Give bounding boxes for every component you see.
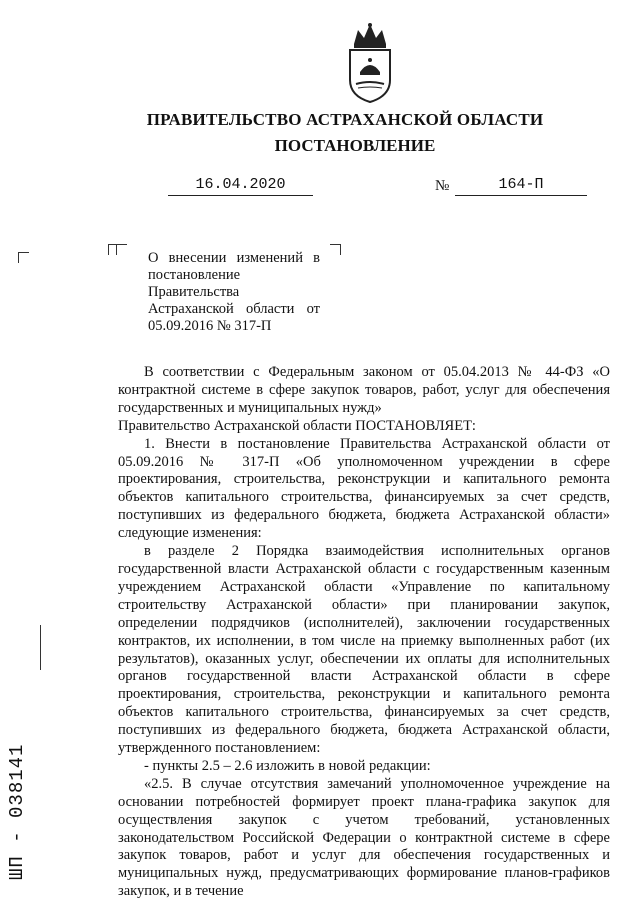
body-paragraph-item-1: 1. Внести в постановление Правительства Астраханской области от 05.09.2016 № 317-П «Об уполномоченном учреждении в сфере проектирования, строительства, реконструкции и капитального ремонта объектов капитального строительства, финансируемых за счет средств, поступивших из федерального бюджета, бюджета Астраханской области» следующие изменения: [118, 435, 610, 542]
coat-of-arms-icon [344, 22, 396, 104]
document-subject: О внесении изменений в постановление Правительства Астраханской области от 05.09.2016 № 317-П [148, 250, 320, 334]
body-paragraph-preamble: В соответствии с Федеральным законом от 05.04.2013 № 44-ФЗ «О контрактной системе в сфере закупок товаров, работ, услуг для обеспечения государственных и муниципальных нужд» [118, 364, 610, 416]
document-date: 16.04.2020 [168, 176, 313, 196]
document-number: 164-П [455, 176, 587, 196]
body-paragraph-2-5: «2.5. В случае отсутствия замечаний уполномоченное учреждение на основании потребностей формирует проект плана-графика закупок для осуществления закупок с учетом требований, установленных законодательством Российской Федерации о контрактной системе в сфере закупок товаров, работ и услуг для обеспечения государственных и муниципальных нужд, предусматривающих формирование планов-графиков закупок, и в течение [118, 775, 610, 900]
document-type: ПОСТАНОВЛЕНИЕ [274, 136, 436, 155]
body-paragraph-section-2: в разделе 2 Порядка взаимодействия исполнительных органов государственной власти Астраханской области с государственным казенным учреждением Астраханской области «Управление по капитальному строительству Астраханской области» при планировании закупок, определении подрядчиков (исполнителей), заключении государственных контрактов, их исполнении, в том числе на приемку выполненных работ (их результатов), оказанных услуг, обеспечении их оплаты для исполнительных органов государственной власти Астраханской области в сфере проектирования, строительства, реконструкции и капитального ремонта объектов капитального строительства, финансируемых за счет средств, поступивших из федерального бюджета, бюджета Астраханской области, утвержденного постановлением: [118, 543, 610, 757]
number-label: № [435, 178, 450, 194]
margin-line [40, 625, 41, 670]
subject-corner-mark-left-inner [116, 244, 127, 255]
subject-corner-mark-right [330, 244, 341, 255]
body-paragraph-points: - пункты 2.5 – 2.6 изложить в новой редакции: [144, 757, 431, 774]
government-title: ПРАВИТЕЛЬСТВО АСТРАХАНСКОЙ ОБЛАСТИ [146, 110, 544, 129]
margin-corner-mark [18, 252, 29, 263]
serial-number: ШП - 038141 [6, 743, 28, 880]
document-body [118, 364, 610, 901]
body-paragraph-resolves: Правительство Астраханской области ПОСТАНОВЛЯЕТ: [118, 417, 476, 434]
